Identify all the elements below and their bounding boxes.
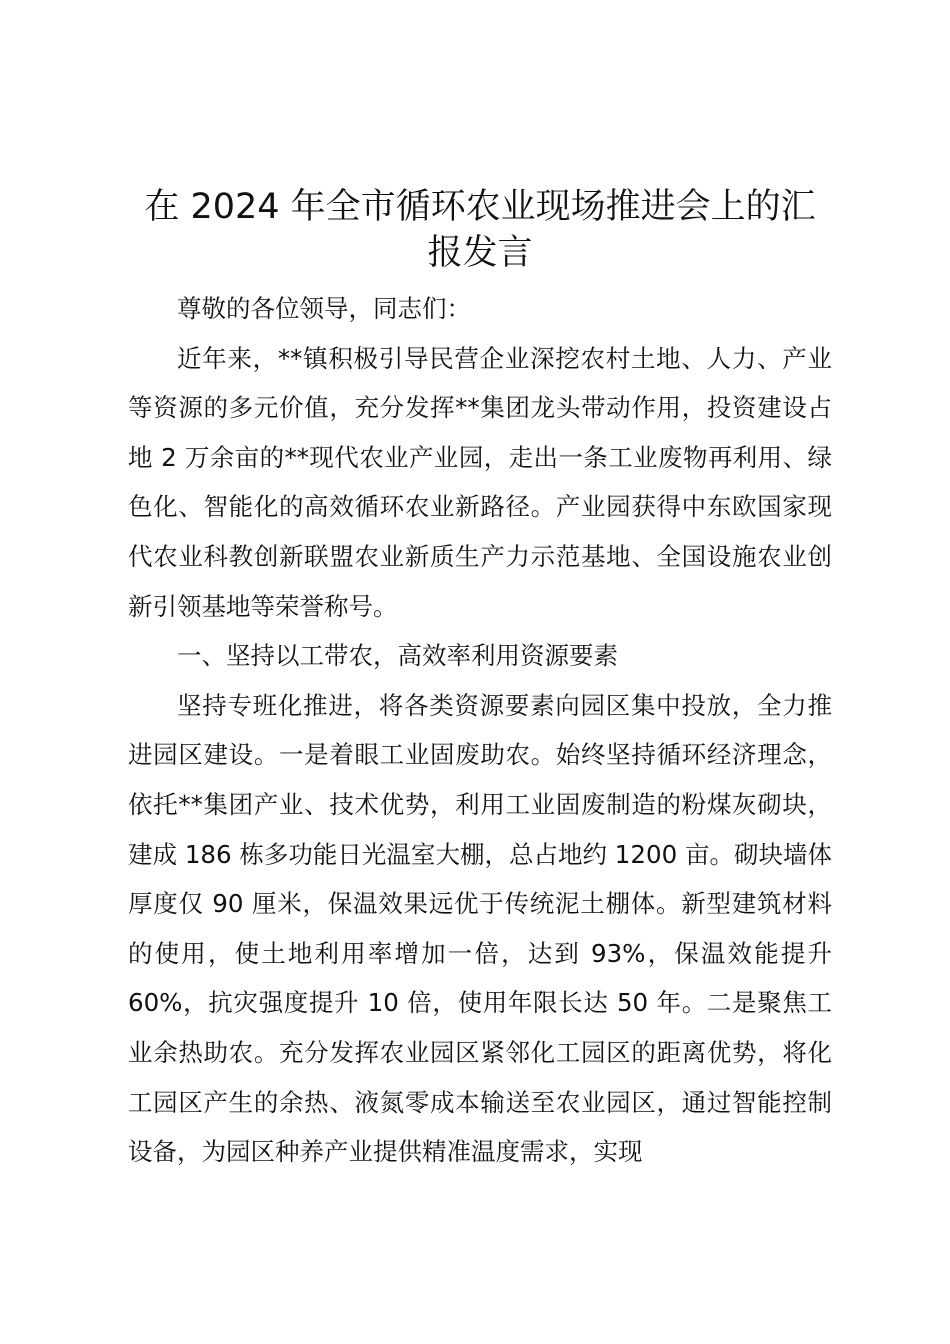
section-heading: 一、坚持以工带农，高效率利用资源要素 (177, 641, 618, 671)
section-paragraph: 坚持专班化推进，将各类资源要素向园区集中投放，全力推进园区建设。一是着眼工业固废助农。始终坚持循环经济理念，依托**集团产业、技术优势，利用工业固废制造的粉煤灰砌块，建成 186 栋多功能日光温室大棚，总占地约 1200 亩。砌块墙体厚度仅 90 厘米，保温效果远优于传统泥土棚体。新型建筑材料的使用，使土地利用率增加一倍，达到 93%，保温效能提升 60%，抗灾强度提升 10 倍，使用年限长达 50 年。二是聚焦工业余热助农。充分发挥农业园区紧邻化工园区的距离优势，将化工园区产生的余热、液氮零成本输送至农业园区，通过智能控制设备，为园区种养产业提供精准温度需求，实现 (128, 690, 832, 1167)
document-title: 在 2024 年全市循环农业现场推进会上的汇报发言 (144, 187, 816, 273)
document-page (128, 184, 832, 1177)
document-body (128, 284, 832, 1177)
intro-paragraph: 近年来，**镇积极引导民营企业深挖农村土地、人力、产业等资源的多元价值，充分发挥**集团龙头带动作用，投资建设占地 2 万余亩的**现代农业产业园，走出一条工业废物再利用、绿色化、智能化的高效循环农业新路径。产业园获得中东欧国家现代农业科教创新联盟农业新质生产力示范基地、全国设施农业创新引领基地等荣誉称号。 (128, 343, 832, 621)
salutation: 尊敬的各位领导，同志们： (177, 294, 471, 323)
